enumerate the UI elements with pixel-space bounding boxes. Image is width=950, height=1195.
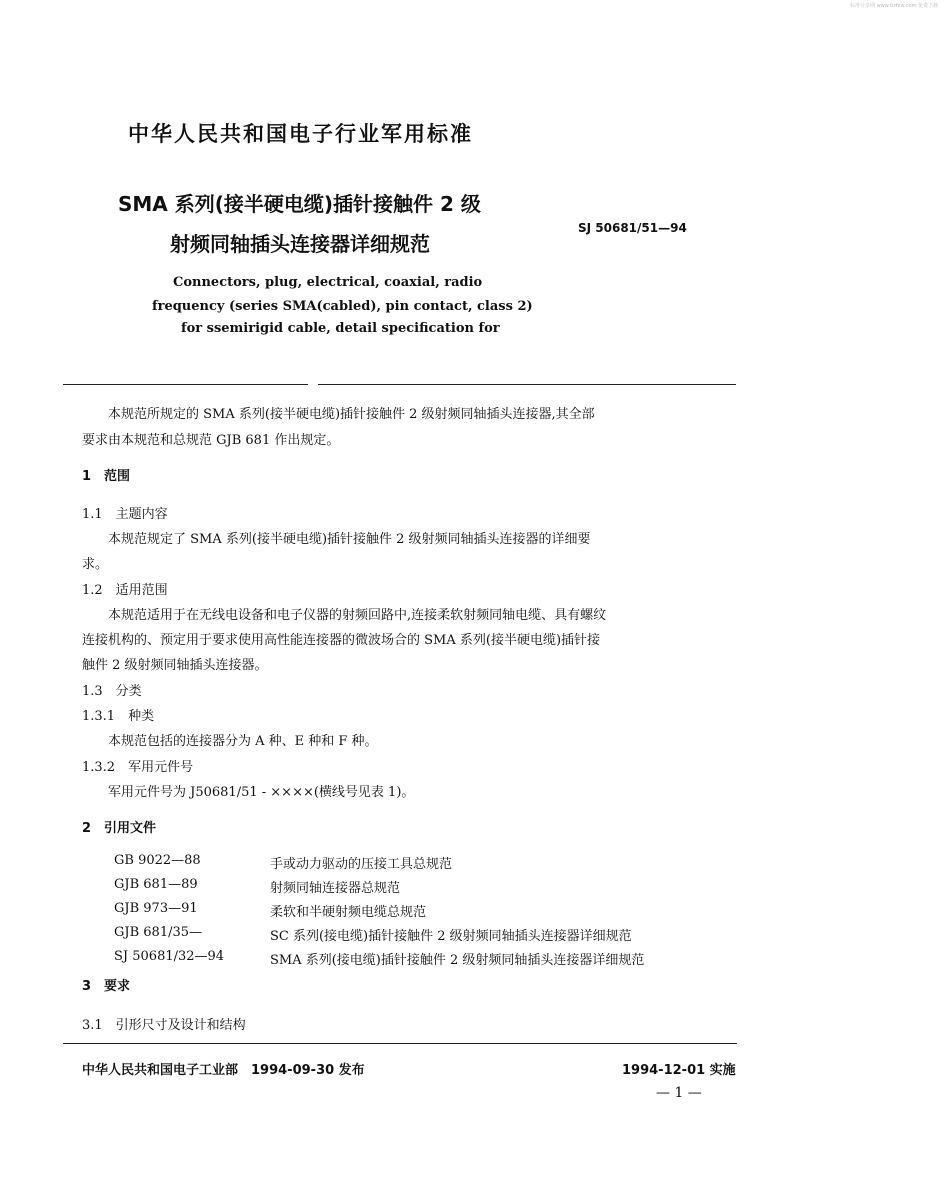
standard-title: 中华人民共和国电子行业军用标准 [128, 122, 473, 146]
document-title-line-1: SMA 系列(接半硬电缆)插针接触件 2 级 [118, 192, 481, 216]
reference-title: SMA 系列(接电缆)插针接触件 2 级射频同轴插头连接器详细规范 [270, 953, 645, 968]
watermark-text: 标准分享网 www.bzfxw.com 免费下载 [850, 3, 938, 9]
reference-code: GJB 681/35— [114, 925, 203, 940]
reference-code: GB 9022—88 [114, 853, 201, 868]
page-number: — 1 — [656, 1085, 702, 1101]
section-1-1-text-line-1: 本规范规定了 SMA 系列(接半硬电缆)插针接触件 2 级射频同轴插头连接器的详细要 [108, 532, 591, 547]
english-title-line-2: frequency (series SMA(cabled), pin contact, class 2) [152, 299, 533, 314]
intro-line-1: 本规范所规定的 SMA 系列(接半硬电缆)插针接触件 2 级射频同轴插头连接器,其全部 [108, 407, 595, 422]
section-1-1-text-line-2: 求。 [82, 557, 109, 572]
intro-line-2: 要求由本规范和总规范 GJB 681 作出规定。 [82, 433, 340, 448]
reference-code: SJ 50681/32—94 [114, 949, 225, 964]
section-1-3-2-text: 军用元件号为 J50681/51 - ××××(横线号见表 1)。 [108, 785, 415, 800]
header-divider-right [318, 384, 736, 385]
section-1-2-text-line-3: 触件 2 级射频同轴插头连接器。 [82, 658, 268, 673]
section-1-2-heading: 1.2 适用范围 [82, 583, 168, 598]
section-1-3-heading: 1.3 分类 [82, 684, 142, 699]
reference-code: GJB 681—89 [114, 877, 198, 892]
footer-divider [63, 1043, 737, 1044]
english-title-line-1: Connectors, plug, electrical, coaxial, radio [173, 275, 483, 290]
section-3-1-heading: 3.1 引形尺寸及设计和结构 [82, 1018, 246, 1033]
standard-number: SJ 50681/51—94 [578, 221, 687, 235]
section-1-3-2-heading: 1.3.2 军用元件号 [82, 760, 194, 775]
section-1-3-1-heading: 1.3.1 种类 [82, 709, 155, 724]
section-3-heading: 3 要求 [82, 979, 131, 994]
effective-date: 1994-12-01 实施 [622, 1063, 736, 1078]
reference-title: 射频同轴连接器总规范 [270, 881, 401, 896]
section-1-2-text-line-2: 连接机构的、预定用于要求使用高性能连接器的微波场合的 SMA 系列(接半硬电缆)插针接 [82, 633, 601, 648]
reference-title: SC 系列(接电缆)插针接触件 2 级射频同轴插头连接器详细规范 [270, 929, 632, 944]
section-1-1-heading: 1.1 主题内容 [82, 507, 168, 522]
section-1-heading: 1 范围 [82, 469, 131, 484]
section-2-heading: 2 引用文件 [82, 821, 157, 836]
issuer-date: 中华人民共和国电子工业部 1994-09-30 发布 [82, 1063, 365, 1078]
reference-title: 手或动力驱动的压接工具总规范 [270, 857, 453, 872]
reference-code: GJB 973—91 [114, 901, 198, 916]
document-title-line-2: 射频同轴插头连接器详细规范 [170, 232, 430, 256]
section-1-2-text-line-1: 本规范适用于在无线电设备和电子仪器的射频回路中,连接柔软射频同轴电缆、具有螺纹 [108, 608, 607, 623]
english-title-line-3: for ssemirigid cable, detail specification for [181, 321, 500, 336]
reference-title: 柔软和半硬射频电缆总规范 [270, 905, 427, 920]
header-divider-left [63, 384, 308, 385]
section-1-3-1-text: 本规范包括的连接器分为 A 种、E 种和 F 种。 [108, 734, 378, 749]
